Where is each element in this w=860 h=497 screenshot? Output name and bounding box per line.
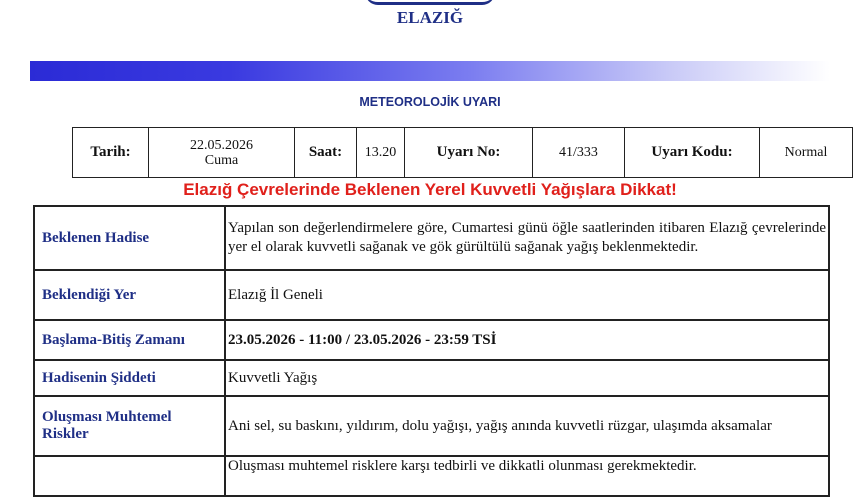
warning-code-value: Normal — [760, 128, 853, 178]
detail-row-severity — [34, 360, 829, 396]
expected-place-label: Beklendiği Yer — [34, 270, 225, 320]
precautions-value: Oluşması muhtemel risklere karşı tedbirli ve dikkatli olunması gerekmektedir. — [225, 456, 829, 496]
time-range-label: Başlama-Bitiş Zamanı — [34, 320, 225, 360]
risks-label-line-1: Oluşması Muhtemel — [42, 409, 172, 425]
date-label: Tarih: — [73, 128, 149, 178]
risks-label-line-2: Riskler — [42, 426, 89, 442]
date-cell — [149, 128, 295, 178]
city-heading: ELAZIĞ — [396, 8, 464, 27]
time-value: 13.20 — [357, 128, 405, 178]
detail-row-precautions — [34, 456, 829, 496]
logo-arc — [365, 0, 495, 5]
detail-row-place — [34, 270, 829, 320]
detail-row-event — [34, 206, 829, 270]
warning-no-label: Uyarı No: — [405, 128, 533, 178]
warning-code-label: Uyarı Kodu: — [625, 128, 760, 178]
detail-row-risks — [34, 396, 829, 456]
warning-meta-table — [72, 127, 853, 178]
expected-event-value: Yapılan son değerlendirmelere göre, Cumartesi günü öğle saatlerinden itibaren Elazığ çevrelerinde yer el olarak kuvvetli sağanak ve gök gürültülü sağanak yağış beklenmektedir. — [225, 206, 829, 270]
detail-row-time — [34, 320, 829, 360]
alert-title: Elazığ Çevrelerinde Beklenen Yerel Kuvvetli Yağışlara Dikkat! — [183, 180, 677, 199]
time-range-value: 23.05.2026 - 11:00 / 23.05.2026 - 23:59 TSİ — [225, 320, 829, 360]
date-value: 22.05.2026 — [190, 137, 253, 153]
expected-place-value: Elazığ İl Geneli — [225, 270, 829, 320]
day-value: Cuma — [204, 152, 239, 168]
precautions-label — [34, 456, 225, 496]
document-subtitle: METEOROLOJİK UYARI — [359, 95, 501, 109]
risks-value: Ani sel, su baskını, yıldırım, dolu yağışı, yağış anında kuvvetli rüzgar, ulaşımda aksamalar — [225, 396, 829, 456]
time-label: Saat: — [295, 128, 357, 178]
severity-value: Kuvvetli Yağış — [225, 360, 829, 396]
risks-label — [34, 396, 225, 456]
warning-detail-table — [33, 205, 830, 497]
warning-no-value: 41/333 — [533, 128, 625, 178]
header-banner — [30, 61, 830, 81]
severity-label: Hadisenin Şiddeti — [34, 360, 225, 396]
expected-event-label: Beklenen Hadise — [34, 206, 225, 270]
meta-row — [73, 128, 853, 178]
